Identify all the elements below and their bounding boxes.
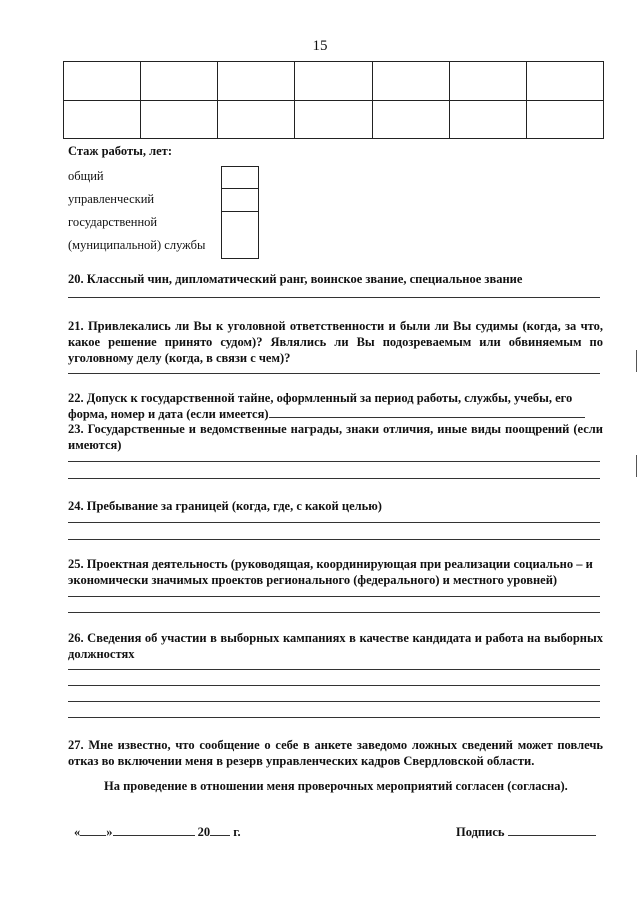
quote-close: »: [106, 825, 113, 839]
table-cell[interactable]: [526, 100, 603, 139]
answer-line[interactable]: [68, 478, 600, 479]
answer-line[interactable]: [68, 701, 600, 702]
table-cell[interactable]: [372, 62, 449, 101]
page-number: 15: [312, 38, 328, 54]
day-blank[interactable]: [80, 823, 106, 836]
answer-line[interactable]: [68, 522, 600, 523]
year-blank[interactable]: [210, 823, 230, 836]
experience-general-label: общий: [68, 169, 104, 183]
answer-line[interactable]: [269, 405, 585, 418]
table-cell[interactable]: [64, 62, 141, 101]
answer-line[interactable]: [68, 539, 600, 540]
table-cell[interactable]: [526, 62, 603, 101]
answer-line[interactable]: [68, 612, 600, 613]
year-suffix: г.: [233, 825, 241, 839]
question-25: 25. Проектная деятельность (руководящая, координирующая при реализации социально – и экономически значимых проектов регионального (федерального) и местного уровней): [68, 557, 593, 587]
question-22-line2: [68, 405, 603, 422]
experience-state-label: государственной: [68, 215, 158, 229]
scan-mark: [636, 350, 637, 372]
consent-statement: На проведение в отношении меня проверочных мероприятий согласен (согласна).: [104, 779, 568, 793]
experience-heading: Стаж работы, лет:: [68, 144, 172, 158]
month-blank[interactable]: [113, 823, 195, 836]
year-prefix: 20: [197, 825, 211, 839]
experience-general-box[interactable]: [221, 166, 259, 189]
experience-state-box[interactable]: [221, 211, 259, 259]
table-cell[interactable]: [141, 100, 218, 139]
answer-line[interactable]: [68, 669, 600, 670]
question-23: 23. Государственные и ведомственные награды, знаки отличия, иные виды поощрений (если имеются): [68, 422, 603, 452]
answer-line[interactable]: [68, 717, 600, 718]
date-field: [74, 823, 241, 840]
question-20: 20. Классный чин, дипломатический ранг, воинское звание, специальное звание: [68, 272, 523, 286]
table-cell[interactable]: [449, 62, 526, 101]
scan-mark: [636, 455, 637, 477]
table-cell[interactable]: [295, 100, 372, 139]
table-cell[interactable]: [372, 100, 449, 139]
question-27: 27. Мне известно, что сообщение о себе в анкете заведомо ложных сведений может повлечь отказ во включении меня в резерв управленческих кадров Свердловской области.: [68, 738, 603, 768]
answer-line[interactable]: [68, 685, 600, 686]
quote-open: «: [74, 825, 81, 839]
question-22-line1: 22. Допуск к государственной тайне, оформленный за период работы, службы, учебы, его: [68, 391, 573, 405]
answer-line[interactable]: [68, 461, 600, 462]
blank-table: [63, 61, 604, 139]
answer-line[interactable]: [68, 596, 600, 597]
question-22-text: форма, номер и дата (если имеется): [68, 407, 269, 421]
table-cell[interactable]: [141, 62, 218, 101]
table-cell[interactable]: [64, 100, 141, 139]
question-24: 24. Пребывание за границей (когда, где, с какой целью): [68, 499, 382, 513]
table-cell[interactable]: [449, 100, 526, 139]
answer-line[interactable]: [68, 373, 600, 374]
table-cell[interactable]: [295, 62, 372, 101]
signature-field: [456, 823, 596, 840]
table-cell[interactable]: [218, 62, 295, 101]
experience-management-label: управленческий: [68, 192, 155, 206]
table-cell[interactable]: [218, 100, 295, 139]
answer-line[interactable]: [68, 297, 600, 298]
question-26: 26. Сведения об участии в выборных кампаниях в качестве кандидата и работа на выборных должностях: [68, 631, 603, 661]
signature-label: Подпись: [456, 825, 505, 839]
experience-municipal-label: (муниципальной) службы: [68, 238, 206, 252]
question-21: 21. Привлекались ли Вы к уголовной ответственности и были ли Вы судимы (когда, за что, какое решение принято судом)? Являлись ли Вы подозреваемым или обвиняемым по уголовному делу (когда, в связи с чем)?: [68, 319, 603, 365]
signature-blank[interactable]: [508, 823, 596, 836]
experience-management-box[interactable]: [221, 188, 259, 212]
